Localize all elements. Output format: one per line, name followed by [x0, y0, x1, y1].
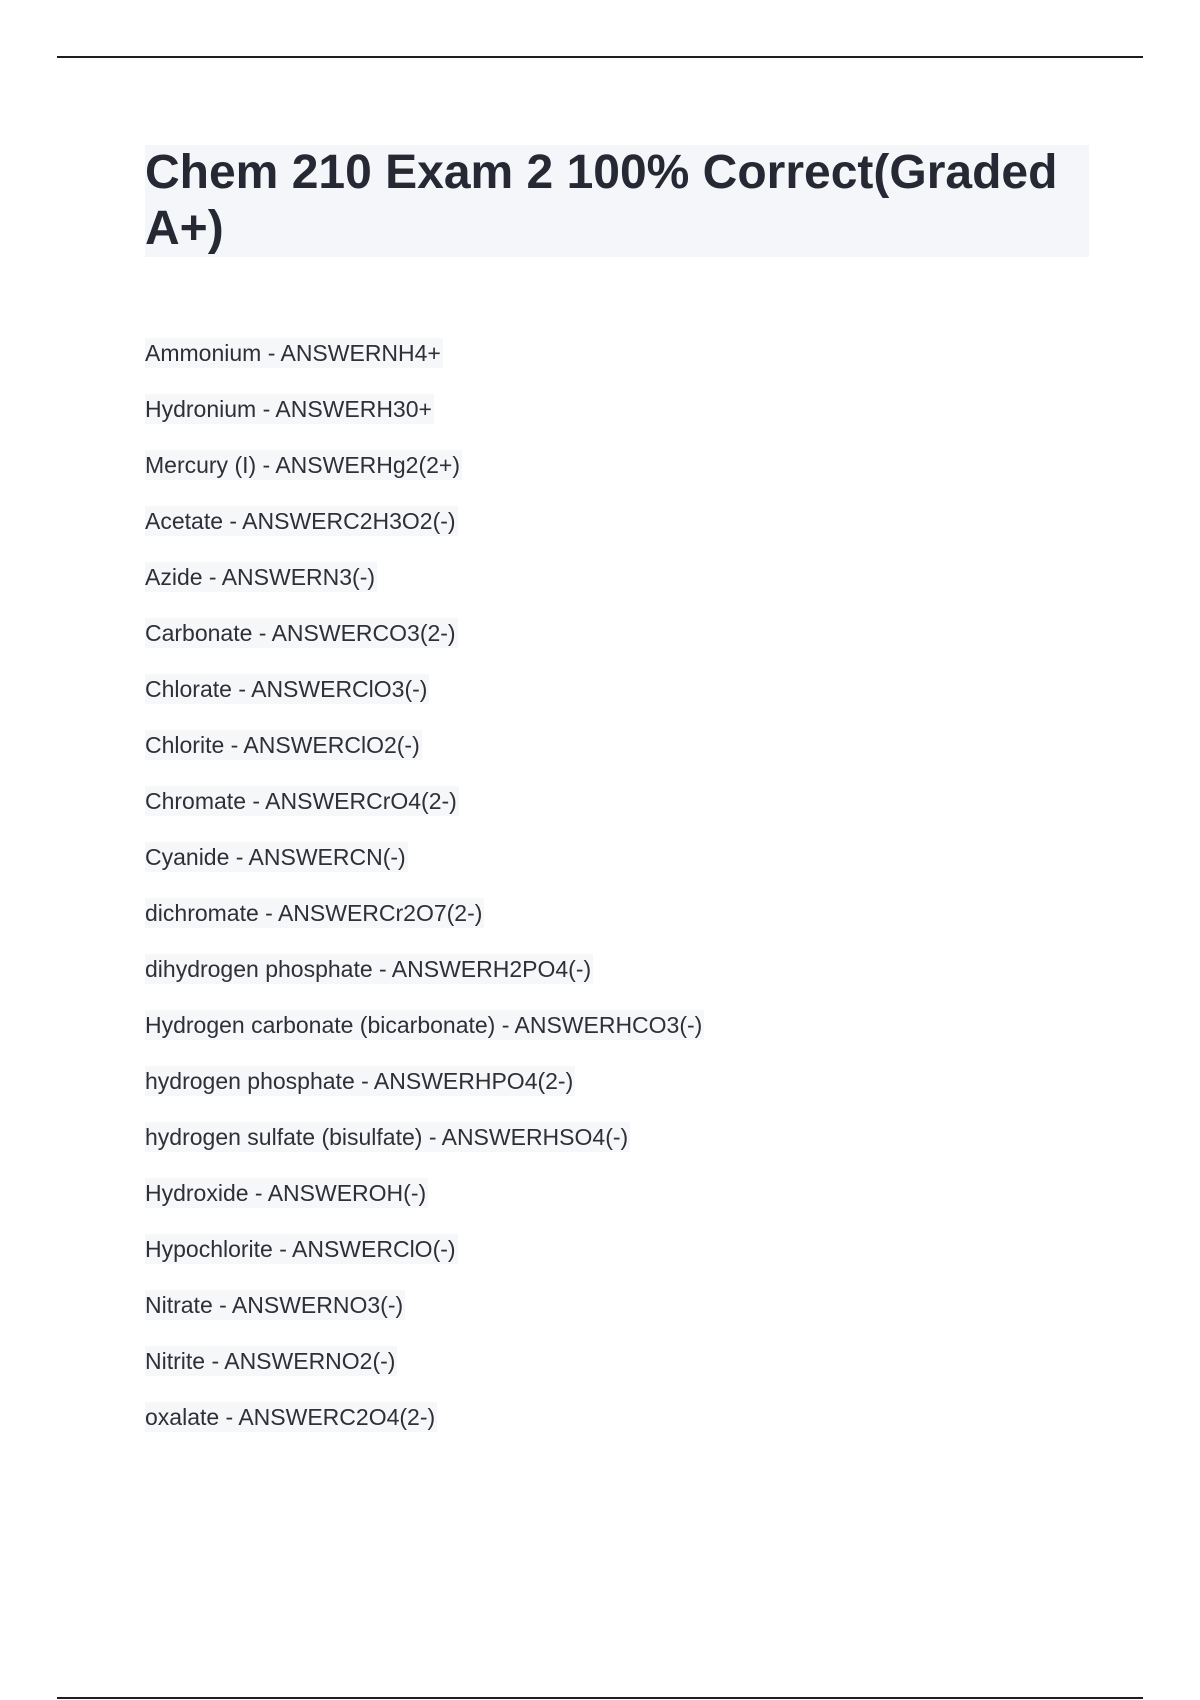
list-item-text: Hydroxide - ANSWEROH(-): [145, 1180, 427, 1206]
list-item: [145, 1066, 1089, 1122]
list-item: [145, 1178, 1089, 1234]
list-item-text: Hydrogen carbonate (bicarbonate) - ANSWERHCO3(-): [145, 1012, 703, 1038]
list-item-text: Mercury (I) - ANSWERHg2(2+): [145, 452, 461, 478]
list-item: [145, 1290, 1089, 1346]
list-item-text: dihydrogen phosphate - ANSWERH2PO4(-): [145, 956, 592, 982]
list-item-text: oxalate - ANSWERC2O4(2-): [145, 1404, 436, 1430]
list-item: [145, 842, 1089, 898]
list-item: [145, 786, 1089, 842]
list-item-text: Carbonate - ANSWERCO3(2-): [145, 620, 456, 646]
list-item: [145, 730, 1089, 786]
list-item: [145, 618, 1089, 674]
list-item-text: Nitrate - ANSWERNO3(-): [145, 1292, 404, 1318]
list-item: [145, 506, 1089, 562]
list-item-text: Acetate - ANSWERC2H3O2(-): [145, 508, 456, 534]
list-item-text: Cyanide - ANSWERCN(-): [145, 844, 406, 870]
list-item-text: Hypochlorite - ANSWERClO(-): [145, 1236, 456, 1262]
list-item: [145, 898, 1089, 954]
list-item: [145, 674, 1089, 730]
list-item: [145, 954, 1089, 1010]
list-item-text: Azide - ANSWERN3(-): [145, 564, 376, 590]
list-item: [145, 1346, 1089, 1402]
list-item-text: Nitrite - ANSWERNO2(-): [145, 1348, 396, 1374]
list-item-text: Chlorite - ANSWERClO2(-): [145, 732, 420, 758]
top-divider: [57, 56, 1143, 58]
list-item: [145, 1122, 1089, 1178]
list-item-text: Chlorate - ANSWERClO3(-): [145, 676, 428, 702]
page-title: Chem 210 Exam 2 100% Correct(Graded A+): [145, 146, 1058, 255]
list-item: [145, 338, 1089, 394]
bottom-divider: [57, 1697, 1143, 1699]
list-item-text: Hydronium - ANSWERH30+: [145, 396, 432, 422]
answer-list: [145, 338, 1089, 1458]
list-item: [145, 1234, 1089, 1290]
list-item-text: Chromate - ANSWERCrO4(2-): [145, 788, 457, 814]
list-item-text: dichromate - ANSWERCr2O7(2-): [145, 900, 483, 926]
list-item-text: hydrogen phosphate - ANSWERHPO4(2-): [145, 1068, 574, 1094]
list-item: [145, 450, 1089, 506]
list-item-text: Ammonium - ANSWERNH4+: [145, 340, 441, 366]
list-item-text: hydrogen sulfate (bisulfate) - ANSWERHSO4(-): [145, 1124, 629, 1150]
list-item: [145, 562, 1089, 618]
title-block: [145, 145, 1089, 257]
list-item: [145, 394, 1089, 450]
list-item: [145, 1402, 1089, 1458]
list-item: [145, 1010, 1089, 1066]
